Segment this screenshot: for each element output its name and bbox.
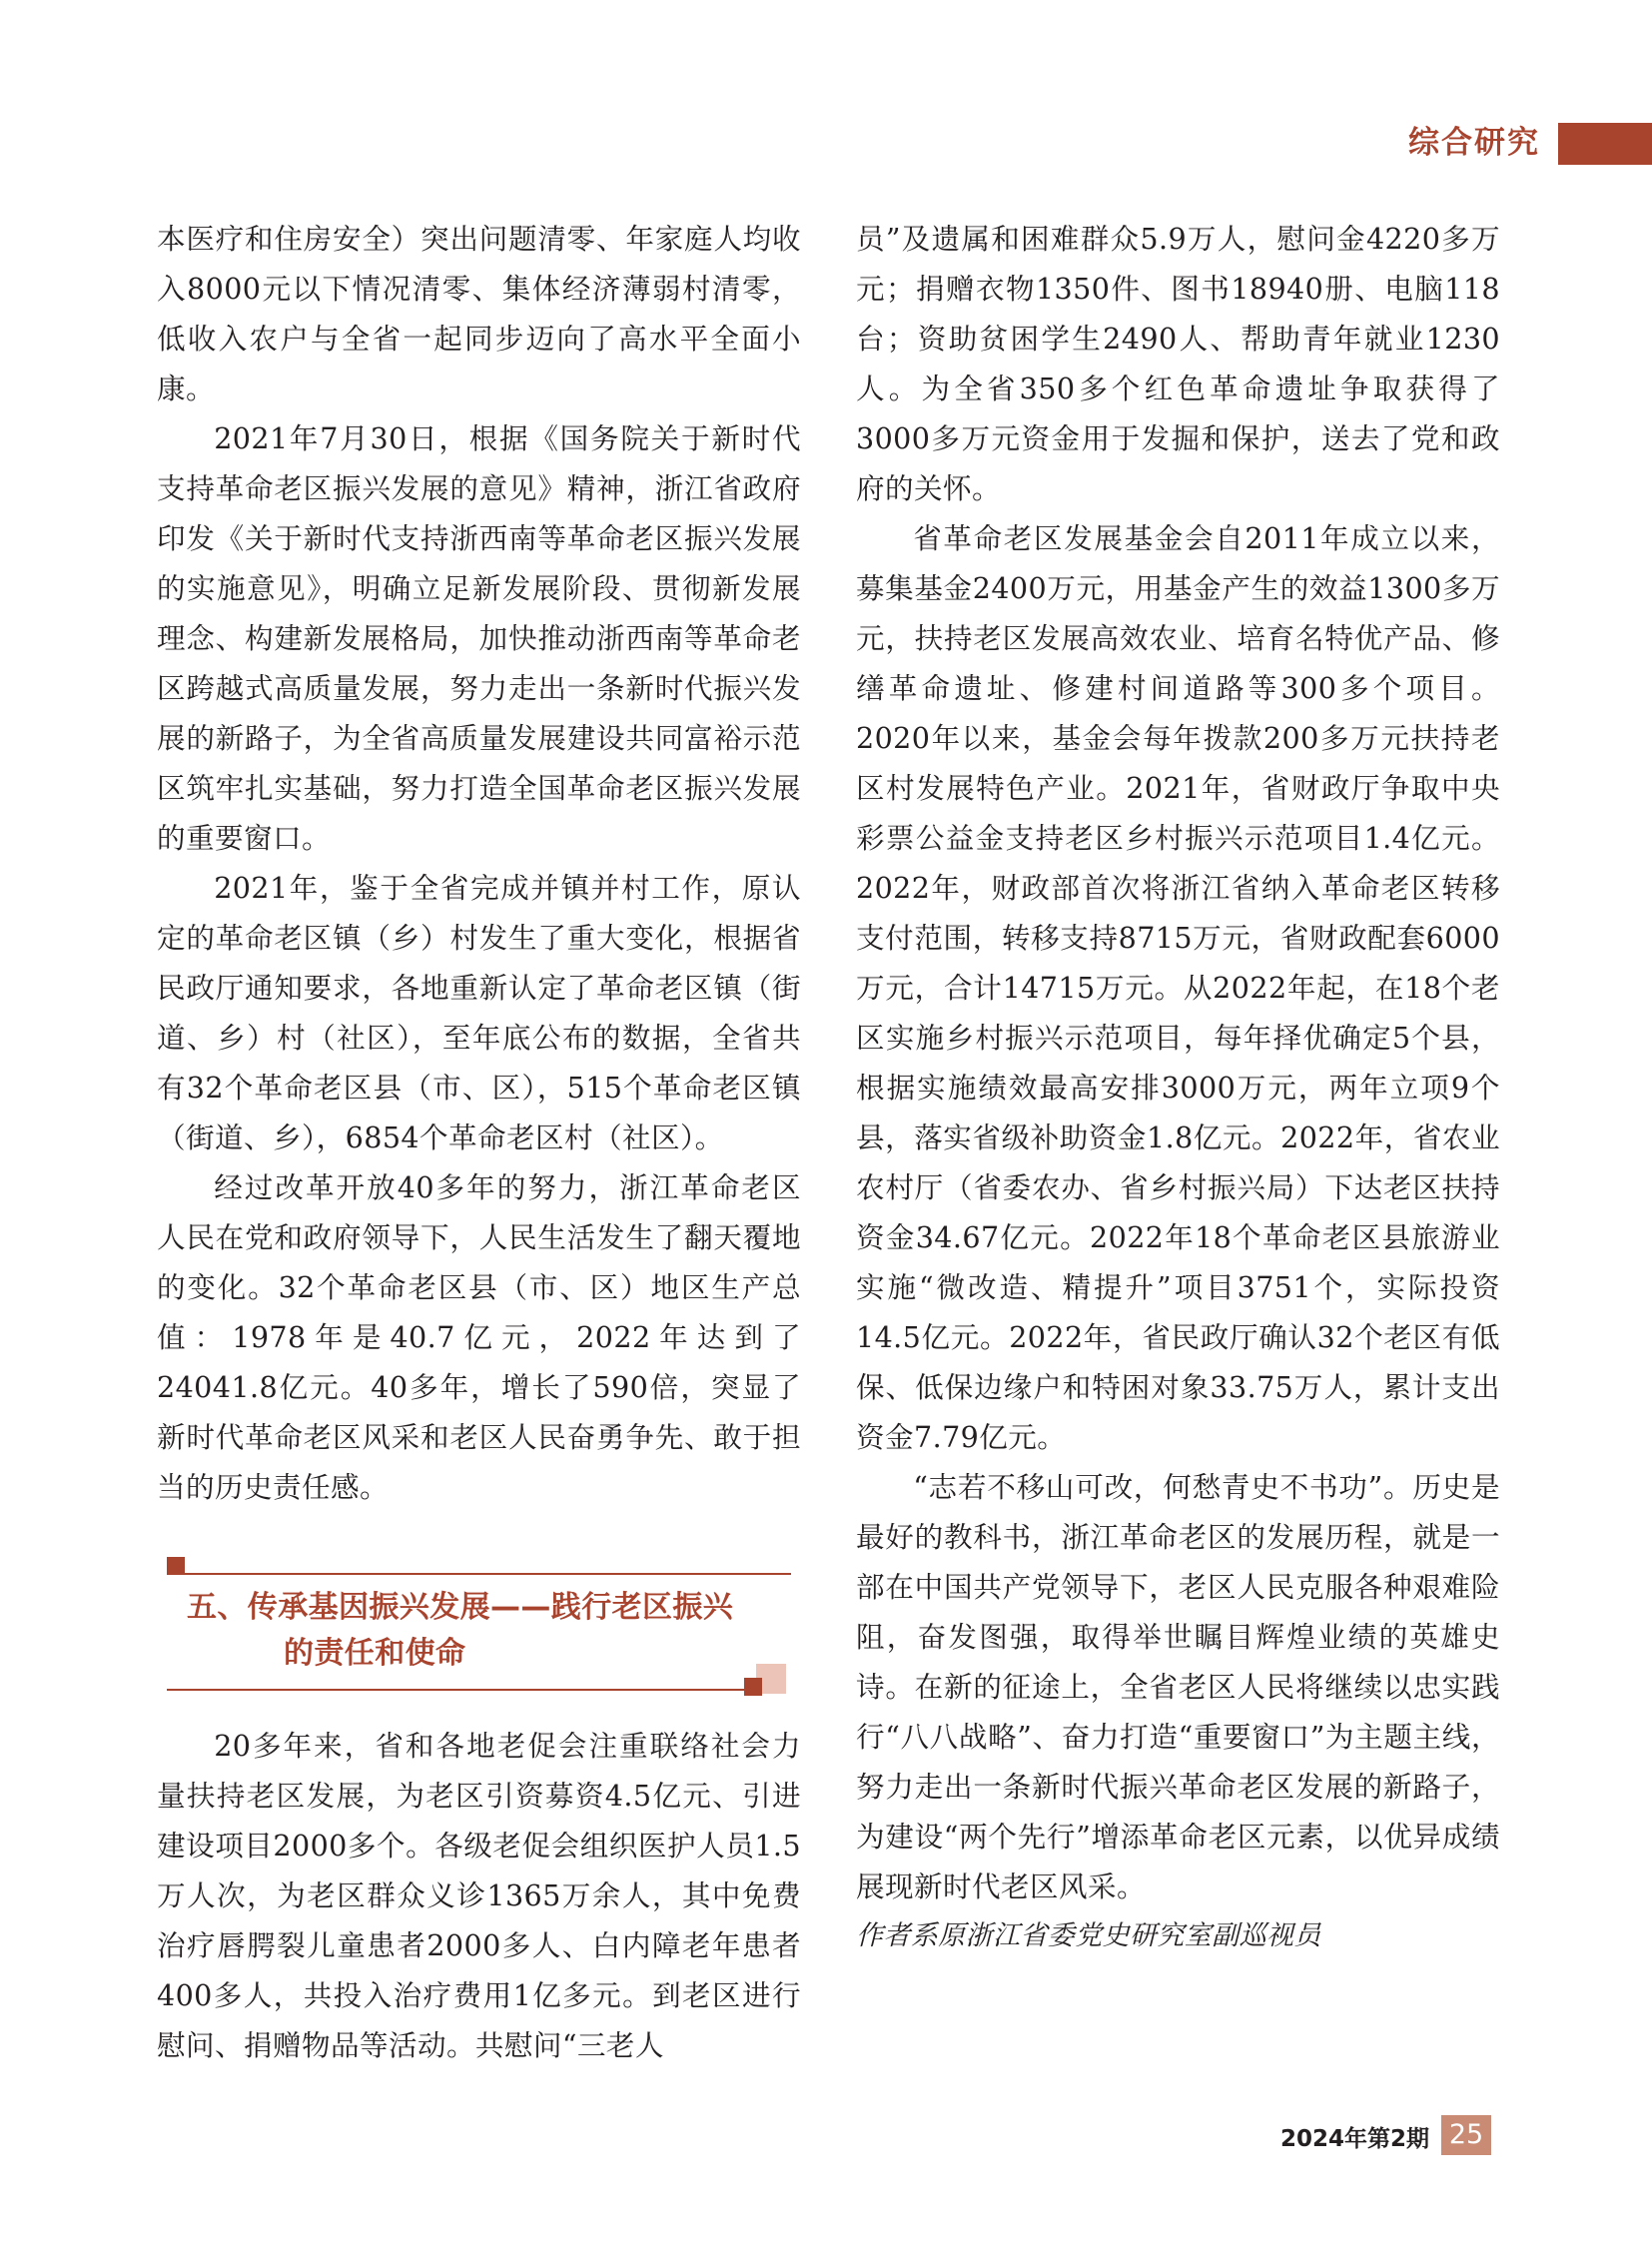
heading-ornament	[167, 1557, 185, 1575]
heading-text	[187, 1585, 733, 1677]
left-column	[157, 214, 801, 2070]
heading-rule	[185, 1573, 791, 1575]
paragraph: 20多年来，省和各地老促会注重联络社会力量扶持老区发展，为老区引资募资4.5亿元、引进建设项目2000多个。各级老促会组织医护人员1.5万人次，为老区群众义诊1365万余人，其中免费治疗唇腭裂儿童患者2000多人、白内障老年患者400多人，共投入治疗费用1亿多元。到老区进行慰问、捐赠物品等活动。共慰问“三老人	[157, 1729, 801, 2062]
paragraph: “志若不移山可改，何愁青史不书功”。历史是最好的教科书，浙江革命老区的发展历程，就是一部在中国共产党领导下，老区人民克服各种艰难险阻，奋发图强，取得举世瞩目辉煌业绩的英雄史诗。在新的征途上，全省老区人民将继续以忠实践行“八八战略”、奋力打造“重要窗口”为主题主线，努力走出一条新时代振兴革命老区发展的新路子，为建设“两个先行”增添革命老区元素，以优异成绩展现新时代老区风采。	[856, 1470, 1500, 1903]
paragraph: 员”及遗属和困难群众5.9万人，慰问金4220多万元；捐赠衣物1350件、图书18940册、电脑118台；资助贫困学生2490人、帮助青年就业1230人。为全省350多个红色革命遗址争取获得了3000多万元资金用于发掘和保护，送去了党和政府的关怀。	[856, 222, 1500, 505]
paragraph: 本医疗和住房安全）突出问题清零、年家庭人均收入8000元以下情况清零、集体经济薄弱村清零，低收入农户与全省一起同步迈向了高水平全面小康。	[157, 222, 801, 405]
page-number: 25	[1441, 2115, 1491, 2155]
right-column	[856, 214, 1500, 1961]
section-tag-bar	[1558, 123, 1652, 165]
section-heading	[157, 1545, 801, 1721]
paragraph: 省革命老区发展基金会自2011年成立以来，募集基金2400万元，用基金产生的效益1300多万元，扶持老区发展高效农业、培育名特优产品、修缮革命遗址、修建村间道路等300多个项目。2020年以来，基金会每年拨款200多万元扶持老区村发展特色产业。2021年，省财政厅争取中央彩票公益金支持老区乡村振兴示范项目1.4亿元。2022年，财政部首次将浙江省纳入革命老区转移支付范围，转移支持8715万元，省财政配套6000万元，合计14715万元。从2022年起，在18个老区实施乡村振兴示范项目，每年择优确定5个县，根据实施绩效最高安排3000万元，两年立项9个县，落实省级补助资金1.8亿元。2022年，省农业农村厅（省委农办、省乡村振兴局）下达老区扶持资金34.67亿元。2022年18个革命老区县旅游业实施“微改造、精提升”项目3751个，实际投资14.5亿元。2022年，省民政厅确认32个老区有低保、低保边缘户和特困对象33.75万人，累计支出资金7.79亿元。	[856, 521, 1500, 1454]
issue-label: 2024年第2期	[1280, 2126, 1430, 2152]
section-tag: 综合研究	[1408, 125, 1540, 161]
author-byline: 作者系原浙江省委党史研究室副巡视员	[856, 1920, 1321, 1951]
paragraph: 2021年，鉴于全省完成并镇并村工作，原认定的革命老区镇（乡）村发生了重大变化，根据省民政厅通知要求，各地重新认定了革命老区镇（街道、乡）村（社区），至年底公布的数据，全省共有32个革命老区县（市、区），515个革命老区镇（街道、乡），6854个革命老区村（社区）。	[157, 871, 801, 1154]
heading-line-2: 的责任和使命	[284, 1636, 466, 1671]
paragraph: 经过改革开放40多年的努力，浙江革命老区人民在党和政府领导下，人民生活发生了翻天覆地的变化。32个革命老区县（市、区）地区生产总值：1978年是40.7亿元，2022年达到了24041.8亿元。40多年，增长了590倍，突显了新时代革命老区风采和老区人民奋勇争先、敢于担当的历史责任感。	[157, 1170, 801, 1504]
paragraph: 2021年7月30日，根据《国务院关于新时代支持革命老区振兴发展的意见》精神，浙江省政府印发《关于新时代支持浙西南等革命老区振兴发展的实施意见》，明确立足新发展阶段、贯彻新发展理念、构建新发展格局，加快推动浙西南等革命老区跨越式高质量发展，努力走出一条新时代振兴发展的新路子，为全省高质量发展建设共同富裕示范区筑牢扎实基础，努力打造全国革命老区振兴发展的重要窗口。	[157, 421, 801, 855]
heading-rule	[167, 1689, 756, 1691]
heading-ornament	[744, 1678, 762, 1696]
heading-line-1: 五、传承基因振兴发展——践行老区振兴	[187, 1590, 734, 1625]
